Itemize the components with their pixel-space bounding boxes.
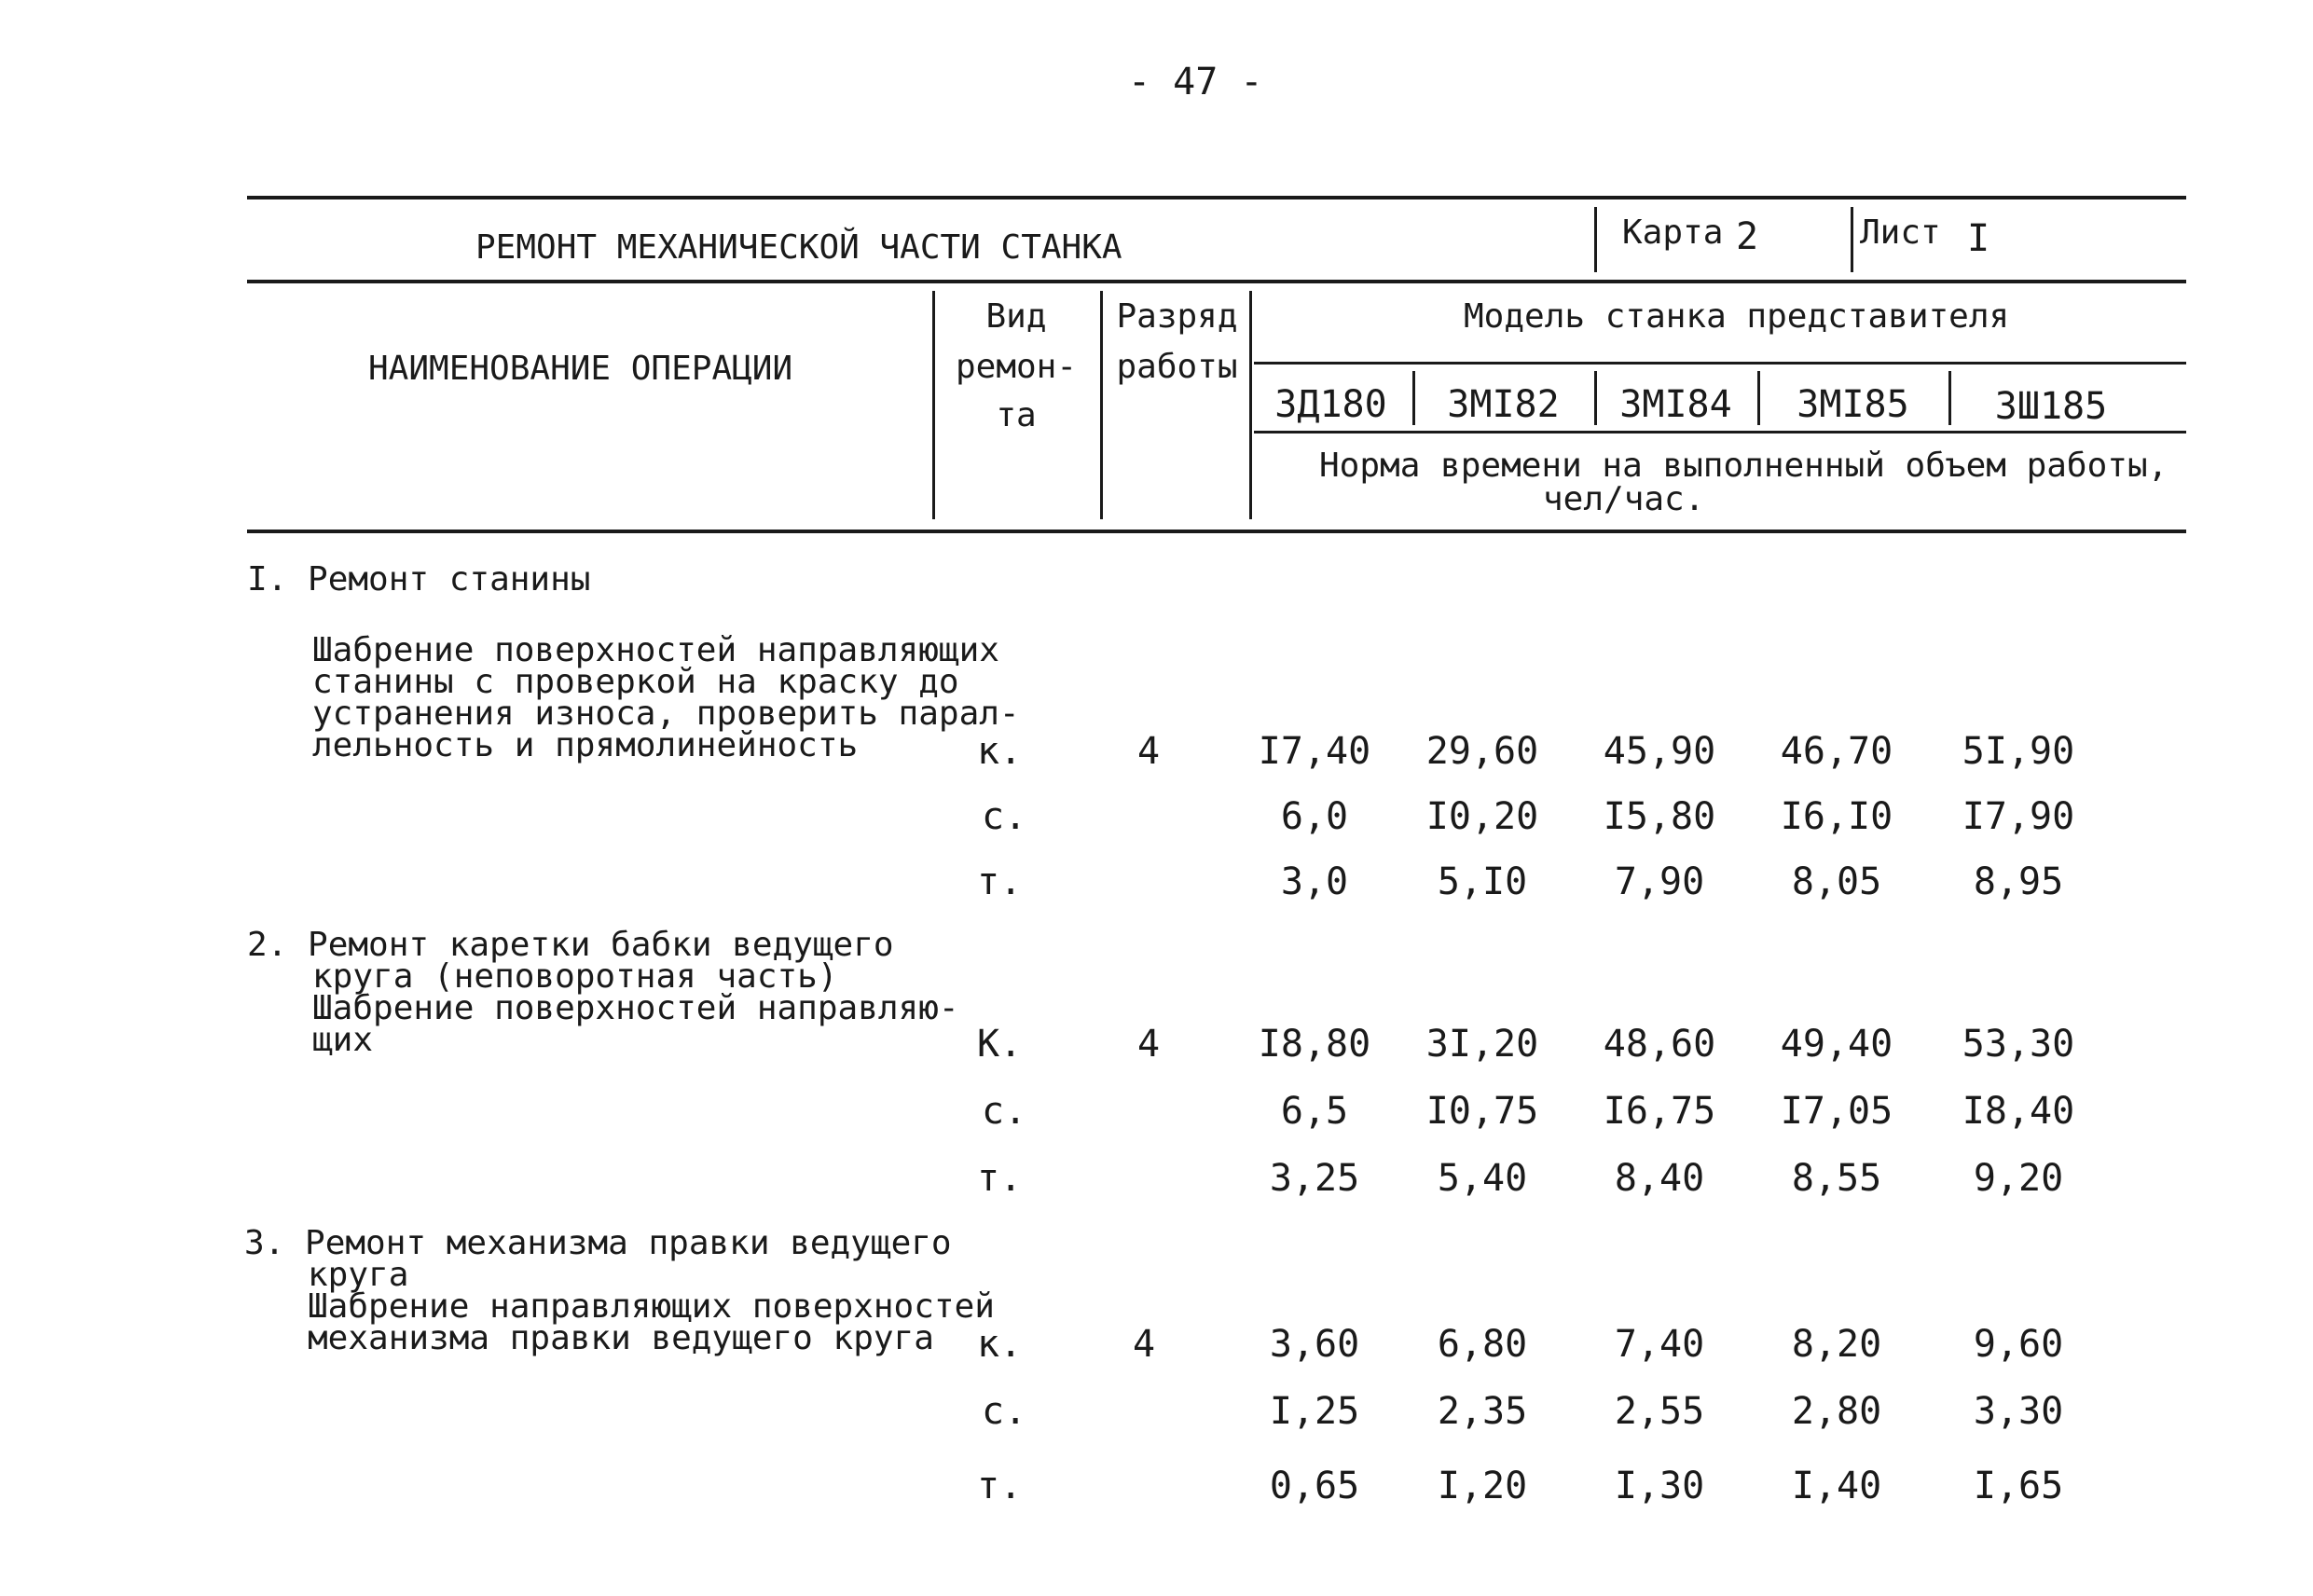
model-3sh185: 3Ш185 (1994, 385, 2108, 428)
norm-value: 5,I0 (1437, 860, 1528, 903)
norm-value: 8,55 (1791, 1157, 1882, 1200)
repair-type-header-line3: та (996, 396, 1037, 434)
norm-value: 53,30 (1962, 1023, 2075, 1066)
norm-value: 9,20 (1973, 1157, 2064, 1200)
model-3m185: 3МI85 (1797, 383, 1909, 426)
row-type: К. (977, 1023, 1023, 1066)
norm-value: I6,75 (1603, 1090, 1716, 1133)
norm-value: 8,20 (1791, 1323, 1882, 1366)
section-2-desc-line1: Шабрение поверхностей направляю- (312, 989, 959, 1027)
norm-value: I0,20 (1425, 795, 1539, 838)
model-names-rule (1254, 431, 2186, 433)
norm-value: 5,40 (1437, 1157, 1528, 1200)
row-type: т. (977, 1157, 1023, 1200)
norm-value: I,20 (1437, 1465, 1528, 1507)
norm-value: I,40 (1791, 1465, 1882, 1507)
row-type: с. (982, 1090, 1027, 1133)
norm-value: 2,55 (1614, 1390, 1705, 1433)
norm-value: I7,40 (1258, 730, 1371, 773)
model-divider-2 (1594, 371, 1597, 425)
norm-value: I8,40 (1962, 1090, 2075, 1133)
grade-header-line1: Разряд (1116, 297, 1238, 336)
section-1-desc-line1: Шабрение поверхностей направляющих (312, 631, 999, 669)
section-1-desc-line2: станины с проверкой на краску до (312, 663, 959, 701)
col-divider-grade (1100, 291, 1103, 519)
model-3d180: 3Д180 (1274, 383, 1387, 426)
norm-value: I,65 (1973, 1465, 2064, 1507)
norm-value: I7,05 (1780, 1090, 1893, 1133)
section-2-desc-line2: щих (312, 1021, 374, 1059)
card-value: 2 (1736, 215, 1759, 258)
norm-value: 49,40 (1780, 1023, 1893, 1066)
norm-value: 3,0 (1280, 860, 1349, 903)
row-type: с. (982, 795, 1027, 838)
model-header-rule (1254, 362, 2186, 365)
operation-column-header: НАИМЕНОВАНИЕ ОПЕРАЦИИ (368, 350, 793, 388)
model-group-header: Модель станка представителя (1464, 297, 2010, 336)
section-3-desc-line1: Шабрение направляющих поверхностей (308, 1287, 995, 1326)
norm-value: 6,80 (1437, 1323, 1528, 1366)
repair-type-header-line1: Вид (985, 297, 1047, 336)
model-divider-4 (1948, 371, 1951, 425)
norm-value: 8,40 (1614, 1157, 1705, 1200)
norm-value: 6,0 (1280, 795, 1349, 838)
section-2-heading-line1: 2. Ремонт каретки бабки ведущего (247, 926, 894, 964)
grade-value: 4 (1133, 1323, 1156, 1366)
norm-value: 45,90 (1603, 730, 1716, 773)
section-3-heading-line1: 3. Ремонт механизма правки ведущего (244, 1224, 952, 1262)
norm-value: 46,70 (1780, 730, 1893, 773)
norm-header-line1: Норма времени на выполненный объем работы, (1319, 447, 2168, 485)
norm-value: I,25 (1269, 1390, 1360, 1433)
sheet-value: I (1967, 217, 1990, 260)
norm-value: 3I,20 (1425, 1023, 1539, 1066)
norm-value: 7,40 (1614, 1323, 1705, 1366)
norm-value: 3,30 (1973, 1390, 2064, 1433)
section-2-heading-line2: круга (неповоротная часть) (312, 957, 838, 996)
norm-value: I5,80 (1603, 795, 1716, 838)
norm-value: I,30 (1614, 1465, 1705, 1507)
section-3-desc-line2: механизма правки ведущего круга (308, 1319, 934, 1357)
grade-header-line2: работы (1116, 348, 1238, 386)
top-rule (247, 196, 2186, 200)
model-divider-1 (1412, 371, 1415, 425)
section-1-desc-line4: лельность и прямолинейность (312, 726, 859, 764)
sheet-label: Лист (1860, 213, 1941, 252)
card-divider (1594, 207, 1597, 272)
table-header-bottom-rule (247, 530, 2186, 533)
model-3m182: 3МI82 (1447, 383, 1560, 426)
section-1-heading: I. Ремонт станины (247, 560, 591, 598)
norm-value: I0,75 (1425, 1090, 1539, 1133)
grade-value: 4 (1137, 730, 1161, 773)
row-type: т. (977, 860, 1023, 903)
norm-value: I7,90 (1962, 795, 2075, 838)
row-type: к. (977, 730, 1023, 773)
norm-value: 3,25 (1269, 1157, 1360, 1200)
model-3m184: 3МI84 (1619, 383, 1732, 426)
section-3-heading-line2: круга (308, 1256, 409, 1294)
norm-value: 6,5 (1280, 1090, 1349, 1133)
sheet-divider (1851, 207, 1853, 272)
norm-value: 7,90 (1614, 860, 1705, 903)
norm-value: 5I,90 (1962, 730, 2075, 773)
norm-value: 9,60 (1973, 1323, 2064, 1366)
model-divider-3 (1757, 371, 1760, 425)
card-label: Карта (1622, 213, 1724, 252)
norm-value: 8,95 (1973, 860, 2064, 903)
norm-value: 48,60 (1603, 1023, 1716, 1066)
row-type: с. (982, 1390, 1027, 1433)
norm-value: 0,65 (1269, 1465, 1360, 1507)
section-1-desc-line3: устранения износа, проверить парал- (312, 695, 1020, 733)
col-divider-repair (932, 291, 935, 519)
norm-value: 29,60 (1425, 730, 1539, 773)
col-divider-models (1249, 291, 1252, 519)
header-rule (247, 280, 2186, 283)
norm-value: 2,80 (1791, 1390, 1882, 1433)
page-number: - 47 - (1128, 61, 1263, 103)
document-title: РЕМОНТ МЕХАНИЧЕСКОЙ ЧАСТИ СТАНКА (475, 228, 1122, 267)
norm-value: 3,60 (1269, 1323, 1360, 1366)
norm-header-line2: чел/час. (1543, 480, 1705, 518)
norm-value: I8,80 (1258, 1023, 1371, 1066)
norm-value: 2,35 (1437, 1390, 1528, 1433)
row-type: к. (977, 1323, 1023, 1366)
grade-value: 4 (1137, 1023, 1161, 1066)
row-type: т. (977, 1465, 1023, 1507)
repair-type-header-line2: ремон- (955, 348, 1078, 386)
norm-value: I6,I0 (1780, 795, 1893, 838)
norm-value: 8,05 (1791, 860, 1882, 903)
